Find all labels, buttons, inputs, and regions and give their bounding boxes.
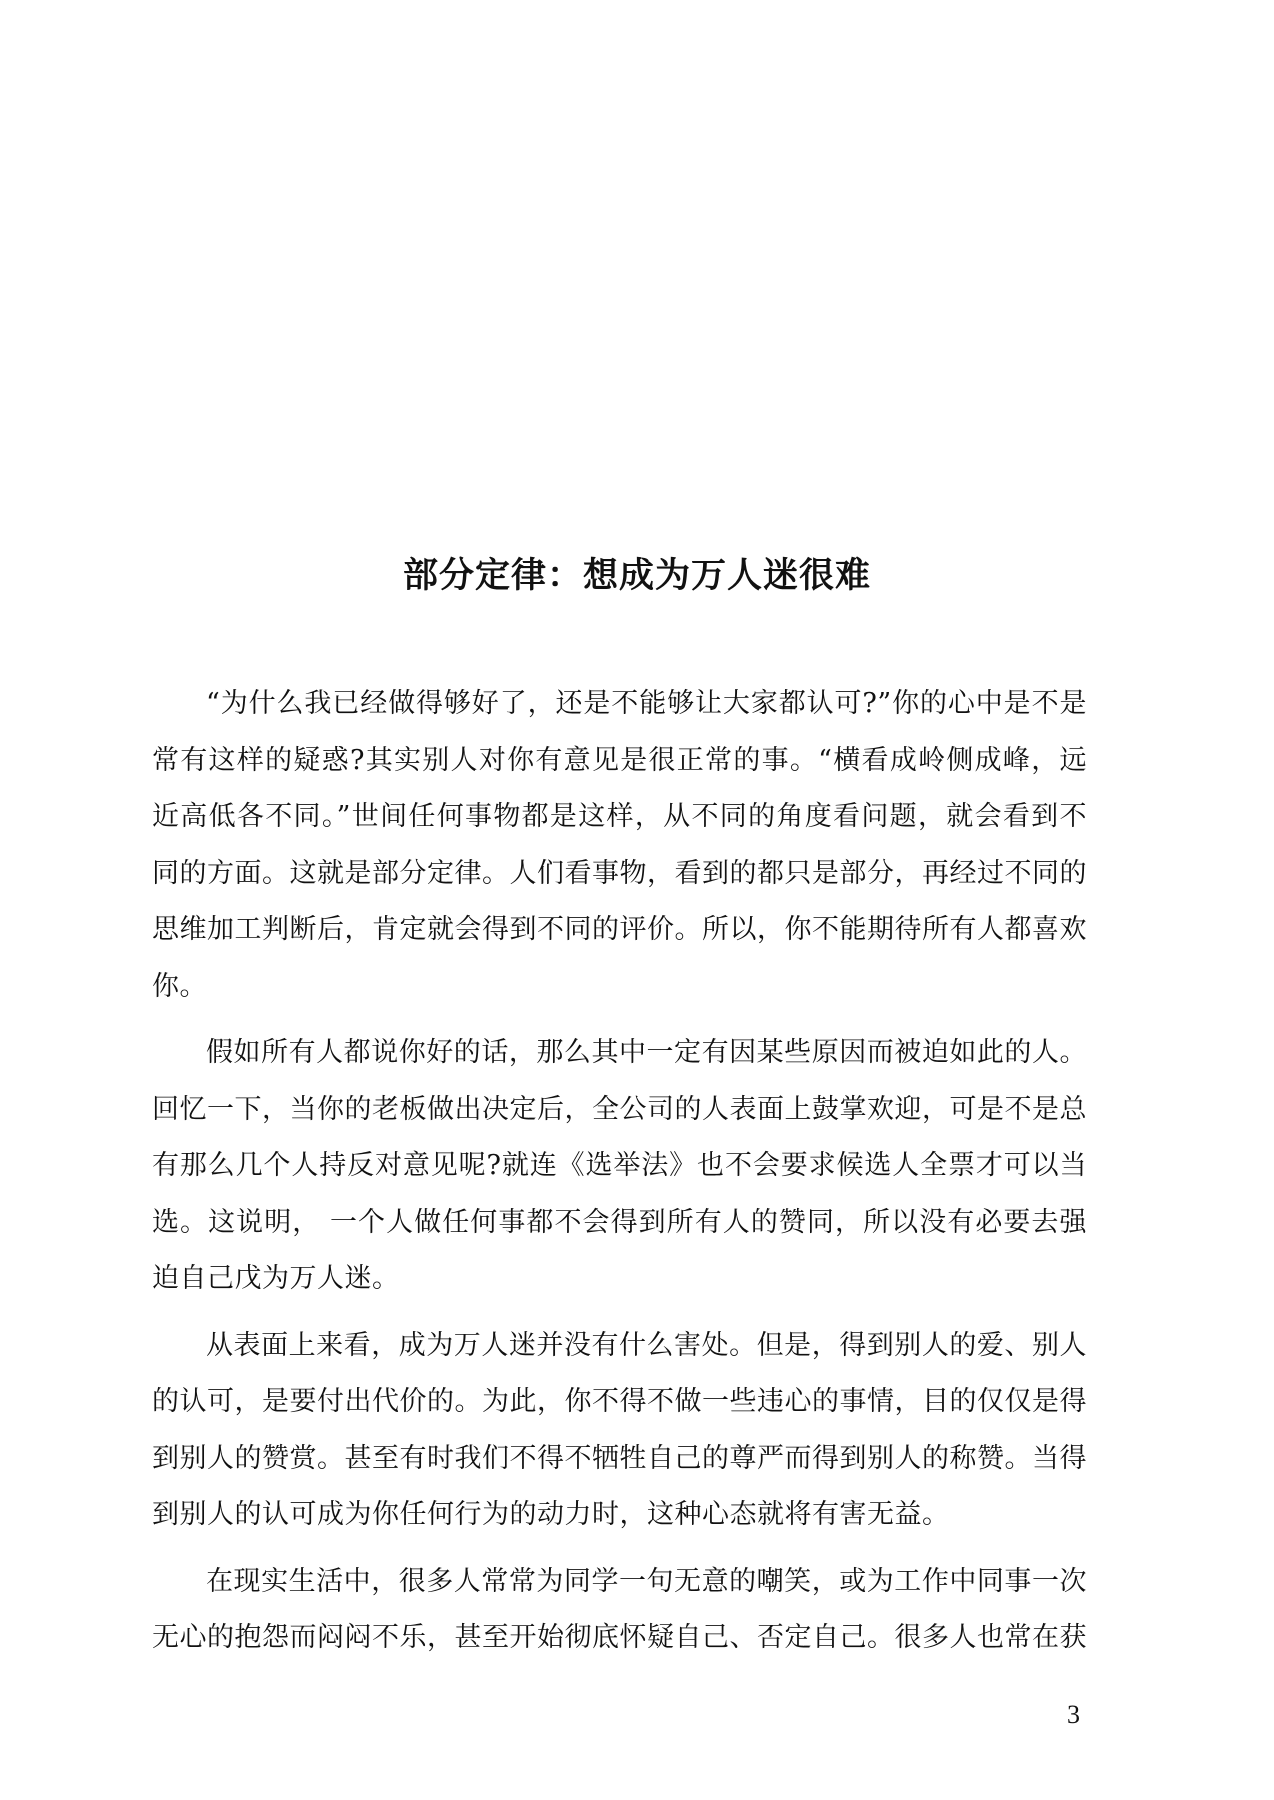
page-title: 部分定律：想成为万人迷很难: [402, 556, 871, 596]
paragraph: 假如所有人都说你好的话，那么其中一定有因某些原因而被迫如此的人。回忆一下，当你的老板做出决定后，全公司的人表面上鼓掌欢迎，可是不是总有那么几个人持反对意见呢?就连《选举法》也不会要求候选人全票才可以当选。这说明， 一个人做任何事都不会得到所有人的赞同，所以没有必要去强迫自己戊为万人迷。: [152, 1037, 1087, 1294]
page-number: 3: [1067, 1700, 1080, 1729]
paragraph: “为什么我已经做得够好了，还是不能够让大家都认可?”你的心中是不是常有这样的疑惑?其实别人对你有意见是很正常的事。“横看成岭侧成峰，远近高低各不同。”世间任何事物都是这样，从不同的角度看问题，就会看到不同的方面。这就是部分定律。人们看事物，看到的都只是部分，再经过不同的思维加工判断后，肯定就会得到不同的评价。所以，你不能期待所有人都喜欢你。: [152, 688, 1087, 1002]
paragraph: 从表面上来看，成为万人迷并没有什么害处。但是，得到别人的爱、别人的认可，是要付出代价的。为此，你不得不做一些违心的事情，目的仅仅是得到别人的赞赏。甚至有时我们不得不牺牲自己的尊严而得到别人的称赞。当得到别人的认可成为你任何行为的动力时，这种心态就将有害无益。: [152, 1329, 1087, 1530]
body-text: [152, 676, 1087, 1677]
paragraph: 在现实生活中，很多人常常为同学一句无意的嘲笑，或为工作中同事一次无心的抱怨而闷闷不乐，甚至开始彻底怀疑自己、否定自己。很多人也常在获: [152, 1565, 1087, 1653]
